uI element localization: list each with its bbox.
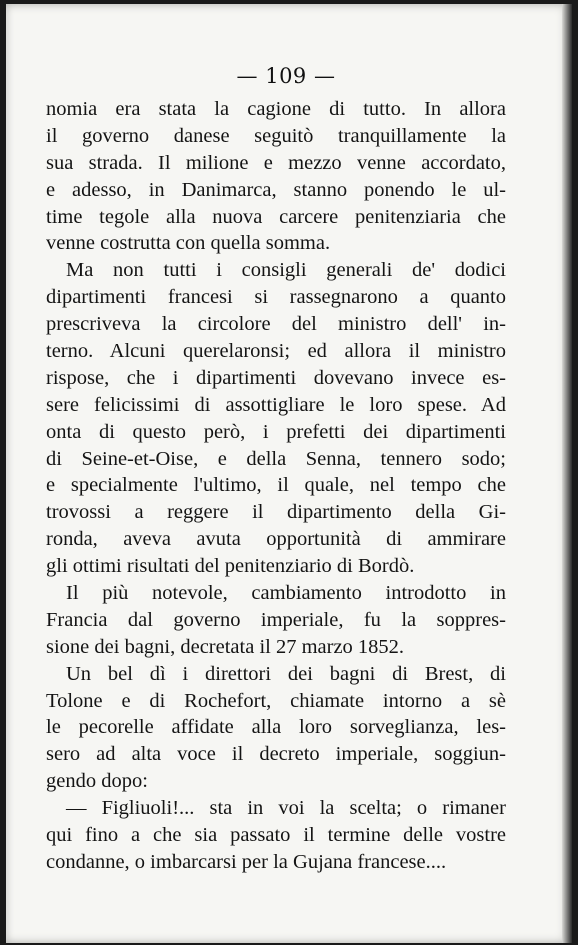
text-line: e specialmente l'ultimo, il quale, nel tempo che [46, 474, 506, 497]
text-line: rispose, che i dipartimenti dovevano invece es- [46, 366, 506, 389]
text-line: e adesso, in Danimarca, stanno ponendo le ul- [46, 178, 506, 201]
text-line: — Figliuoli!... sta in voi la scelta; o rimaner [66, 797, 506, 820]
text-line: Il più notevole, cambiamento introdotto in [66, 582, 506, 605]
text-line: time tegole alla nuova carcere penitenziaria che [46, 205, 506, 228]
text-line: condanne, o imbarcarsi per la Gujana francese.... [46, 850, 447, 873]
text-line: Tolone e di Rochefort, chiamate intorno a sè [46, 689, 506, 712]
text-line: venne costrutta con quella somma. [46, 232, 331, 255]
text-line: trovossi a reggere il dipartimento della Gi- [46, 501, 506, 524]
text-line: dipartimenti francesi si rassegnarono a quanto [46, 286, 506, 309]
text-line: gli ottimi risultati del penitenziario di Bordò. [46, 555, 415, 578]
text-line: Ma non tutti i consigli generali de' dodici [66, 259, 506, 282]
text-line: le pecorelle affidate alla loro sorveglianza, les- [46, 716, 506, 739]
text-line: sero ad alta voce il decreto imperiale, soggiun- [46, 743, 506, 766]
text-line: nomia era stata la cagione di tutto. In allora [46, 98, 506, 120]
book-page [6, 4, 572, 943]
text-line: di Seine-et-Oise, e della Senna, tennero sodo; [46, 447, 506, 470]
text-line: onta di questo però, i prefetti dei dipartimenti [46, 420, 506, 443]
text-line: sione dei bagni, decretata il 27 marzo 1852. [46, 635, 405, 658]
text-line: sua strada. Il milione e mezzo venne accordato, [46, 151, 506, 174]
text-line: Francia dal governo imperiale, fu la soppres- [46, 608, 506, 631]
text-line: il governo danese seguitò tranquillamente la [46, 124, 506, 147]
page-number: — 109 — [236, 64, 336, 88]
text-line: qui fino a che sia passato il termine delle vostre [46, 824, 506, 847]
text-line: Un bel dì i direttori dei bagni di Brest, di [66, 662, 506, 685]
text-line: terno. Alcuni querelaronsi; ed allora il ministro [46, 340, 506, 363]
page-edge-shadow [562, 4, 572, 943]
text-line: gendo dopo: [46, 770, 148, 793]
text-line: sere felicissimi di assottigliare le loro spese. Ad [46, 393, 506, 416]
body-text [46, 96, 506, 876]
text-line: ronda, aveva avuta opportunità di ammirare [46, 528, 506, 551]
text-line: prescriveva la circolore del ministro dell' in- [46, 313, 506, 336]
